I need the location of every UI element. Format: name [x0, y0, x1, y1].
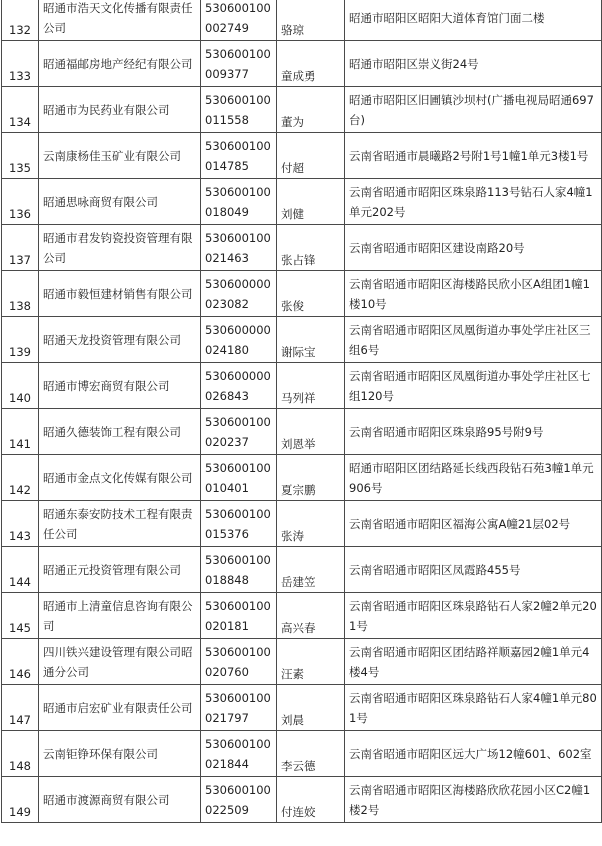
legal-representative: 马列祥 — [281, 391, 316, 405]
company-name: 云南康杨佳玉矿业有限公司 — [43, 148, 181, 163]
registration-code: 530600000024180 — [205, 322, 271, 357]
company-name-cell — [39, 455, 201, 501]
company-address: 云南省昭通市昭阳区海楼路欣欣花园小区C2幢1楼2号 — [349, 782, 591, 817]
legal-representative: 岳建笠 — [281, 575, 316, 589]
address-cell — [345, 639, 602, 685]
registration-code-cell — [201, 317, 277, 363]
registration-code-cell — [201, 87, 277, 133]
table-row — [2, 501, 602, 547]
address-cell — [345, 87, 602, 133]
legal-representative-cell — [277, 547, 345, 593]
legal-representative-cell — [277, 731, 345, 777]
registry-table — [1, 0, 602, 823]
company-name: 昭通市浩天文化传播有限责任公司 — [43, 0, 193, 35]
table-row — [2, 777, 602, 823]
row-number-cell — [2, 731, 39, 777]
legal-representative: 刘健 — [281, 207, 304, 221]
company-address: 云南省昭通市晨曦路2号附1号1幢1单元3楼1号 — [349, 148, 589, 163]
company-name: 昭通市为民药业有限公司 — [43, 102, 170, 117]
address-cell — [345, 685, 602, 731]
legal-representative-cell — [277, 639, 345, 685]
registration-code-cell — [201, 363, 277, 409]
address-cell — [345, 271, 602, 317]
table-row — [2, 317, 602, 363]
address-cell — [345, 41, 602, 87]
company-name: 昭通正元投资管理有限公司 — [43, 562, 181, 577]
company-name-cell — [39, 501, 201, 547]
company-name-cell — [39, 317, 201, 363]
registration-code-cell — [201, 409, 277, 455]
registration-code: 530600100020181 — [205, 598, 271, 633]
legal-representative-cell — [277, 225, 345, 271]
company-name-cell — [39, 777, 201, 823]
table-row — [2, 731, 602, 777]
legal-representative: 刘恩举 — [281, 437, 316, 451]
company-name: 昭通福邮房地产经纪有限公司 — [43, 56, 193, 71]
registration-code-cell — [201, 133, 277, 179]
row-number-cell — [2, 317, 39, 363]
registration-code-cell — [201, 685, 277, 731]
row-number-cell — [2, 409, 39, 455]
row-number-cell — [2, 501, 39, 547]
legal-representative: 夏宗鹏 — [281, 483, 316, 497]
company-name-cell — [39, 685, 201, 731]
company-name-cell — [39, 363, 201, 409]
company-address: 云南省昭通市昭阳区珠泉路113号钻石人家4幢1单元202号 — [349, 184, 593, 219]
address-cell — [345, 0, 602, 41]
company-name-cell — [39, 225, 201, 271]
registration-code: 530600100018049 — [205, 184, 271, 219]
company-address: 云南省昭通市昭阳区珠泉路钻石人家2幢2单元201号 — [349, 598, 597, 633]
legal-representative-cell — [277, 501, 345, 547]
company-address: 云南省昭通市昭阳区凤霞路455号 — [349, 562, 521, 577]
address-cell — [345, 179, 602, 225]
table-row — [2, 133, 602, 179]
company-address: 昭通市昭阳区崇义街24号 — [349, 56, 479, 71]
legal-representative: 高兴春 — [281, 621, 316, 635]
company-name-cell — [39, 87, 201, 133]
table-row — [2, 455, 602, 501]
legal-representative-cell — [277, 685, 345, 731]
row-number-cell — [2, 777, 39, 823]
row-number-cell — [2, 685, 39, 731]
company-name: 昭通市君发钧瓷投资管理有限公司 — [43, 230, 193, 265]
row-number: 143 — [9, 529, 31, 543]
registration-code-cell — [201, 0, 277, 41]
company-name: 四川铁兴建设管理有限公司昭通分公司 — [43, 644, 193, 679]
company-name: 昭通市启宏矿业有限责任公司 — [43, 700, 193, 715]
company-address: 昭通市昭阳区团结路延长线西段钻石苑3幢1单元906号 — [349, 460, 594, 495]
registration-code: 530600000023082 — [205, 276, 271, 311]
registration-code: 530600100021844 — [205, 736, 271, 771]
registration-code-cell — [201, 455, 277, 501]
row-number: 146 — [9, 667, 31, 681]
address-cell — [345, 501, 602, 547]
company-name-cell — [39, 179, 201, 225]
registration-code-cell — [201, 225, 277, 271]
registration-code-cell — [201, 593, 277, 639]
registration-code: 530600100002749 — [205, 0, 271, 35]
legal-representative-cell — [277, 0, 345, 41]
company-name-cell — [39, 731, 201, 777]
company-address: 云南省昭通市昭阳区团结路祥顺嘉园2幢1单元4楼4号 — [349, 644, 590, 679]
legal-representative-cell — [277, 133, 345, 179]
registration-code-cell — [201, 41, 277, 87]
row-number: 147 — [9, 713, 31, 727]
company-name-cell — [39, 409, 201, 455]
registration-code-cell — [201, 179, 277, 225]
address-cell — [345, 363, 602, 409]
company-name: 昭通市上清童信息咨询有限公司 — [43, 598, 193, 633]
row-number: 140 — [9, 391, 31, 405]
company-name: 昭通天龙投资管理有限公司 — [43, 332, 181, 347]
row-number: 139 — [9, 345, 31, 359]
company-name: 云南钜铮环保有限公司 — [43, 746, 158, 761]
row-number: 149 — [9, 805, 31, 819]
address-cell — [345, 409, 602, 455]
row-number-cell — [2, 133, 39, 179]
row-number: 144 — [9, 575, 31, 589]
legal-representative: 谢际宝 — [281, 345, 316, 359]
legal-representative: 张涛 — [281, 529, 304, 543]
row-number: 133 — [9, 69, 31, 83]
row-number-cell — [2, 225, 39, 271]
company-address: 云南省昭通市昭阳区建设南路20号 — [349, 240, 525, 255]
company-address: 云南省昭通市昭阳区福海公寓A幢21层02号 — [349, 516, 571, 531]
address-cell — [345, 225, 602, 271]
legal-representative-cell — [277, 87, 345, 133]
company-name: 昭通思咏商贸有限公司 — [43, 194, 158, 209]
address-cell — [345, 777, 602, 823]
legal-representative-cell — [277, 455, 345, 501]
legal-representative-cell — [277, 409, 345, 455]
company-name: 昭通市博宏商贸有限公司 — [43, 378, 170, 393]
registration-code-cell — [201, 271, 277, 317]
company-name: 昭通市毅恒建材销售有限公司 — [43, 286, 193, 301]
row-number: 148 — [9, 759, 31, 773]
row-number-cell — [2, 0, 39, 41]
company-address: 云南省昭通市昭阳区凤凰街道办事处学庄社区三组6号 — [349, 322, 591, 357]
legal-representative-cell — [277, 179, 345, 225]
company-name: 昭通市金点文化传媒有限公司 — [43, 470, 193, 485]
table-row — [2, 271, 602, 317]
table-row — [2, 225, 602, 271]
table-row — [2, 0, 602, 41]
legal-representative: 童成勇 — [281, 69, 316, 83]
address-cell — [345, 317, 602, 363]
registration-code-cell — [201, 547, 277, 593]
row-number-cell — [2, 639, 39, 685]
company-name: 昭通市渡源商贸有限公司 — [43, 792, 170, 807]
company-name: 昭通东泰安防技术工程有限责任公司 — [43, 506, 193, 541]
row-number-cell — [2, 87, 39, 133]
table-row — [2, 41, 602, 87]
row-number-cell — [2, 271, 39, 317]
table-row — [2, 685, 602, 731]
legal-representative: 汪素 — [281, 667, 304, 681]
registration-code-cell — [201, 501, 277, 547]
legal-representative: 李云德 — [281, 759, 316, 773]
row-number: 142 — [9, 483, 31, 497]
registration-code: 530600100011558 — [205, 92, 271, 127]
company-address: 云南省昭通市昭阳区远大广场12幢601、602室 — [349, 746, 592, 761]
registry-body — [2, 0, 602, 823]
company-address: 云南省昭通市昭阳区凤凰街道办事处学庄社区七组120号 — [349, 368, 591, 403]
table-row — [2, 409, 602, 455]
company-name-cell — [39, 41, 201, 87]
address-cell — [345, 133, 602, 179]
row-number: 137 — [9, 253, 31, 267]
registration-code: 530600100021797 — [205, 690, 271, 725]
row-number: 132 — [9, 23, 31, 37]
legal-representative: 骆琼 — [281, 23, 304, 37]
table-row — [2, 179, 602, 225]
company-name-cell — [39, 547, 201, 593]
row-number-cell — [2, 455, 39, 501]
row-number: 145 — [9, 621, 31, 635]
row-number: 135 — [9, 161, 31, 175]
company-name: 昭通久德装饰工程有限公司 — [43, 424, 181, 439]
company-address: 昭通市昭阳区昭阳大道体育馆门面二楼 — [349, 10, 545, 25]
row-number-cell — [2, 593, 39, 639]
registration-code: 530600100010401 — [205, 460, 271, 495]
legal-representative: 付连姣 — [281, 805, 316, 819]
company-name-cell — [39, 133, 201, 179]
row-number: 141 — [9, 437, 31, 451]
table-row — [2, 593, 602, 639]
company-address: 云南省昭通市昭阳区珠泉路95号附9号 — [349, 424, 544, 439]
registration-code: 530600100018848 — [205, 552, 271, 587]
table-row — [2, 547, 602, 593]
registration-code-cell — [201, 731, 277, 777]
company-address: 昭通市昭阳区旧圃镇沙坝村(广播电视局昭通697台) — [349, 92, 594, 127]
company-address: 云南省昭通市昭阳区海楼路民欣小区A组团1幢1楼10号 — [349, 276, 590, 311]
legal-representative-cell — [277, 363, 345, 409]
company-name-cell — [39, 593, 201, 639]
company-address: 云南省昭通市昭阳区珠泉路钻石人家4幢1单元801号 — [349, 690, 597, 725]
row-number-cell — [2, 363, 39, 409]
address-cell — [345, 593, 602, 639]
registration-code: 530600100021463 — [205, 230, 271, 265]
registration-code-cell — [201, 777, 277, 823]
registration-code: 530600100020237 — [205, 414, 271, 449]
registration-code-cell — [201, 639, 277, 685]
row-number-cell — [2, 547, 39, 593]
legal-representative: 付超 — [281, 161, 304, 175]
legal-representative: 董为 — [281, 115, 304, 129]
registration-code: 530600100009377 — [205, 46, 271, 81]
registration-code: 530600000026843 — [205, 368, 271, 403]
company-name-cell — [39, 0, 201, 41]
registration-code: 530600100014785 — [205, 138, 271, 173]
row-number-cell — [2, 41, 39, 87]
legal-representative-cell — [277, 271, 345, 317]
legal-representative: 张俊 — [281, 299, 304, 313]
legal-representative: 张占锋 — [281, 253, 316, 267]
address-cell — [345, 731, 602, 777]
legal-representative-cell — [277, 317, 345, 363]
registration-code: 530600100020760 — [205, 644, 271, 679]
legal-representative-cell — [277, 777, 345, 823]
company-name-cell — [39, 271, 201, 317]
row-number-cell — [2, 179, 39, 225]
registration-code: 530600100015376 — [205, 506, 271, 541]
address-cell — [345, 455, 602, 501]
row-number: 136 — [9, 207, 31, 221]
legal-representative-cell — [277, 41, 345, 87]
row-number: 138 — [9, 299, 31, 313]
legal-representative-cell — [277, 593, 345, 639]
table-row — [2, 87, 602, 133]
row-number: 134 — [9, 115, 31, 129]
table-row — [2, 363, 602, 409]
address-cell — [345, 547, 602, 593]
table-row — [2, 639, 602, 685]
company-name-cell — [39, 639, 201, 685]
registration-code: 530600100022509 — [205, 782, 271, 817]
legal-representative: 刘晨 — [281, 713, 304, 727]
